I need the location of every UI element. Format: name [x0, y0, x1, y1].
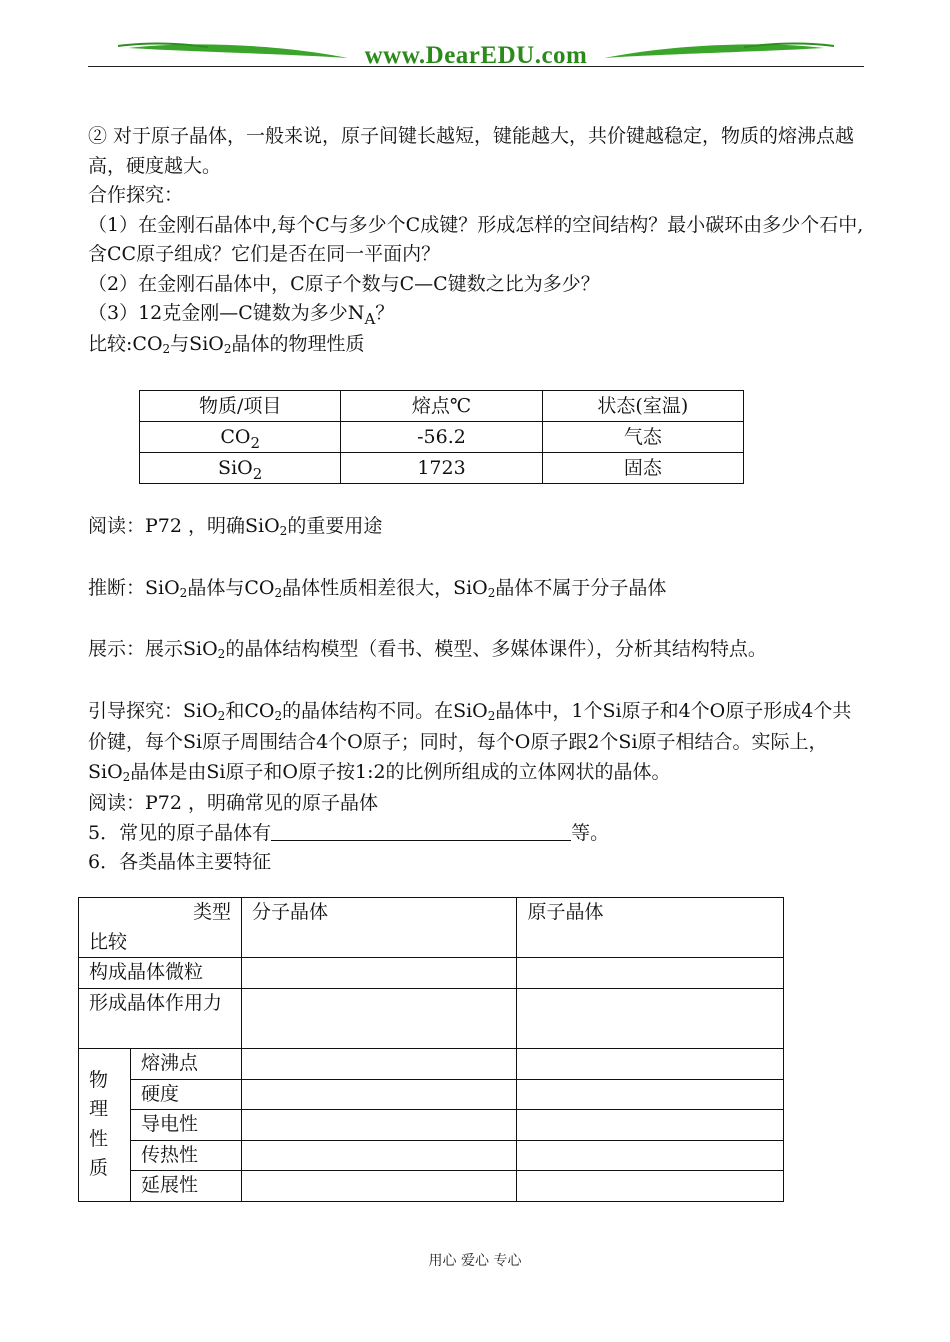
prop-label: 导电性: [130, 1110, 241, 1141]
table-row: [79, 958, 784, 989]
table-header-row: [79, 898, 784, 958]
header-state: 状态(室温): [542, 391, 743, 422]
corner-cell: 类型 比较: [79, 898, 242, 958]
table-header-row: [140, 391, 744, 422]
table-row: [79, 1049, 784, 1080]
document-body: [88, 122, 868, 361]
paragraph-atomic-crystal: ② 对于原子晶体，一般来说，原子间键长越短，键能越大，共价键越稳定，物质的熔沸点越高，硬度越大。: [88, 125, 855, 177]
cell-empty[interactable]: [517, 1079, 784, 1110]
cell-empty[interactable]: [517, 989, 784, 1049]
cell-empty[interactable]: [517, 1049, 784, 1080]
cell-empty[interactable]: [517, 1140, 784, 1171]
site-logo-text: www.DearEDU.com: [364, 42, 588, 69]
cell-substance: SiO$_2$: [140, 453, 341, 484]
cell-empty[interactable]: [241, 1140, 517, 1171]
prop-label: 传热性: [130, 1140, 241, 1171]
table-row: [140, 453, 744, 484]
heading-cooperative-inquiry: 合作探究：: [88, 184, 184, 206]
question-5: 5．常见的原子晶体有 等。: [88, 821, 610, 844]
cell-melting-point: -56.2: [341, 422, 542, 453]
table-row: [79, 1140, 784, 1171]
page-footer: 用心 爱心 专心: [428, 1253, 522, 1269]
cell-empty[interactable]: [241, 989, 517, 1049]
cell-melting-point: 1723: [341, 453, 542, 484]
cell-empty[interactable]: [241, 1049, 517, 1080]
cell-empty[interactable]: [241, 1110, 517, 1141]
header-melting-point: 熔点℃: [341, 391, 542, 422]
crystal-features-table: [78, 897, 784, 1202]
header-substance: 物质/项目: [140, 391, 341, 422]
reading-atomic-crystals: 阅读：P72 ，明确常见的原子晶体: [88, 792, 379, 814]
compare-title: 比较$:CO_2$与SiO$_2$晶体的物理性质: [88, 332, 365, 356]
row-label-particles: 构成晶体微粒: [79, 958, 242, 989]
table-row: [79, 1171, 784, 1202]
question-1: （1）在金刚石晶体中,每个C与多少个C成键？形成怎样的空间结构？最小碳环由多少个石中,含CC原子组成？它们是否在同一平面内？: [88, 213, 864, 265]
prop-label: 硬度: [130, 1079, 241, 1110]
question-2: （2）在金刚石晶体中，C原子个数与C—C键数之比为多少？: [88, 272, 600, 295]
cell-empty[interactable]: [241, 1079, 517, 1110]
cell-empty[interactable]: [241, 958, 517, 989]
cell-substance: $CO_2$: [140, 422, 341, 453]
cell-empty[interactable]: [517, 1110, 784, 1141]
properties-table: [139, 390, 744, 484]
row-label-force: 形成晶体作用力: [79, 989, 242, 1049]
table-row: [140, 422, 744, 453]
fill-in-blank[interactable]: [271, 822, 571, 841]
prop-label: 熔沸点: [130, 1049, 241, 1080]
reading-sio2-uses: 阅读：P72 ，明确SiO$_2$的重要用途: [88, 515, 383, 538]
cell-empty[interactable]: [517, 1171, 784, 1202]
question-6: 6．各类晶体主要特征: [88, 851, 272, 873]
cell-state: 固态: [542, 453, 743, 484]
document-body-continued: [88, 512, 868, 878]
group-physical-properties: 物理性质: [79, 1049, 131, 1202]
table-row: [79, 989, 784, 1049]
header-rule: [88, 66, 864, 67]
header-molecular-crystal: 分子晶体: [241, 898, 517, 958]
demonstration: 展示：展示SiO$_2$的晶体结构模型（看书、模型、多媒体课件），分析其结构特点。: [88, 638, 767, 661]
cell-state: 气态: [542, 422, 743, 453]
table-row: [79, 1079, 784, 1110]
question-3: （3）12克金刚—C键数为多少$N_A$？: [88, 302, 395, 328]
prop-label: 延展性: [130, 1171, 241, 1202]
cell-empty[interactable]: [517, 958, 784, 989]
guided-inquiry: 引导探究：SiO$_2$和$CO_2$的晶体结构不同。在SiO$_2$晶体中，1个Si原子和4个O原子形成4个共价键，每个Si原子周围结合4个O原子；同时，每个O原子跟2个Si原子相结合。实际上，SiO$_2$晶体是由Si原子和O原子按1:2的比例所组成的立体网状的晶体。: [88, 699, 852, 784]
cell-empty[interactable]: [241, 1171, 517, 1202]
table-row: [79, 1110, 784, 1141]
header-atomic-crystal: 原子晶体: [517, 898, 784, 958]
inference: 推断：SiO$_2$晶体与$CO_2$晶体性质相差很大，SiO$_2$晶体不属于分子晶体: [88, 576, 667, 600]
